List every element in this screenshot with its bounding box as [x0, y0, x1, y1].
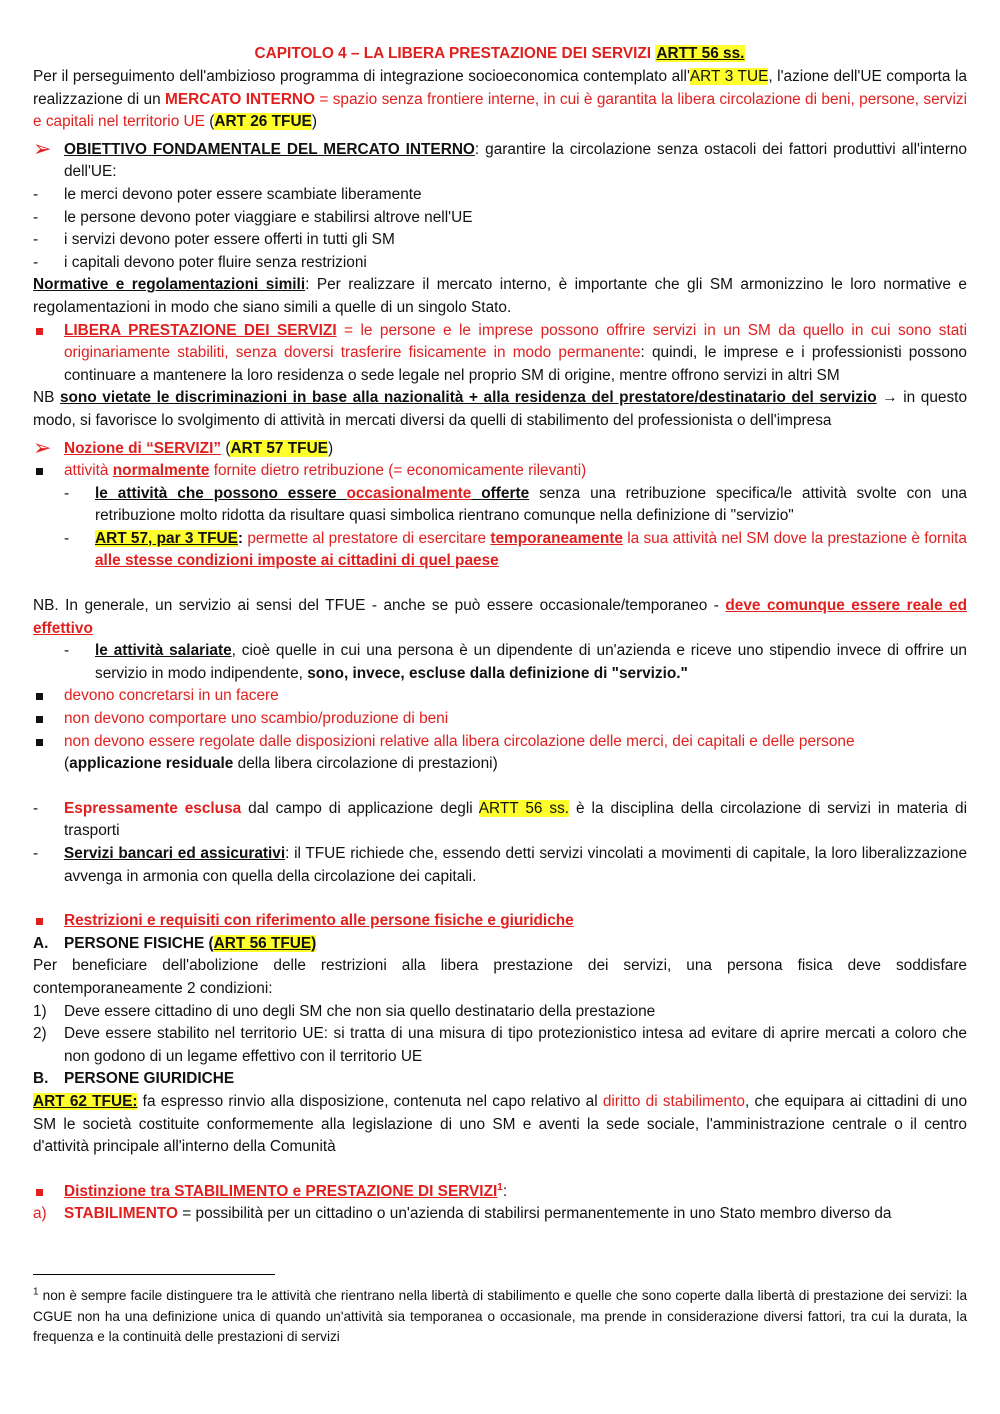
list-item: non devono essere regolate dalle disposizioni relative alla libera circolazione delle merci, dei capitali e delle persone (applicazione residuale della libera circolazione di prestazioni) [33, 731, 967, 776]
libera-prestazione-item: LIBERA PRESTAZIONE DEI SERVIZI = le persone e le imprese possono offrire servizi in un SM da quello in cui sono stati originariamente stabiliti, senza doversi trasferire fisicamente in modo permanente: quindi, le imprese e i professionisti possono continuare a mantenere la loro residenza o sede legale nel proprio SM di origine, mentre offrono servizi in altri SM [33, 320, 967, 388]
document-page [33, 42, 967, 1226]
condition-item: 2) Deve essere stabilito nel territorio UE: si tratta di una misura di tipo protezionistico intesa ad evitare di aprire mercati a coloro che non godono di un legame effettivo con il territorio UE [33, 1025, 967, 1065]
nb-discrimination: NB sono vietate le discriminazioni in base alla nazionalità + alla residenza del prestatore/destinatario del servizio → in questo modo, si favorisce lo svolgimento di attività in mercati diversi da quelli di stabilimento del professionista o dell'impresa [33, 389, 968, 429]
arrow-bullet-icon: ➢ [33, 135, 52, 161]
square-bullet-icon [36, 328, 43, 335]
section-heading-a: A. PERSONE FISICHE (ART 56 TFUE) [33, 934, 317, 952]
list-item: a) STABILIMENTO = possibilità per un cittadino o un'azienda di stabilirsi permanentemente in uno Stato membro diverso da [33, 1205, 892, 1223]
sub-list-item: - le attività che possono essere occasionalmente offerte senza una retribuzione specifica/le attività svolte con una retribuzione molto ridotta da risultare quasi simbolica rientrano comunque nella definizione di "servizio" [64, 484, 967, 525]
square-bullet-icon [36, 918, 43, 925]
restrizioni-heading: Restrizioni e requisiti con riferimento alle persone fisiche e giuridiche [33, 910, 967, 933]
sub-list-item: - le attività salariate, cioè quelle in cui una persona è un dipendente di un'azienda e riceve uno stipendio invece di offrire un servizio in modo indipendente, sono, invece, escluse dalla definizione di "servizio." [64, 642, 967, 682]
nozione-servizi-heading: ➢ Nozione di “SERVIZI” (ART 57 TFUE) [33, 434, 334, 460]
square-bullet-icon [36, 716, 43, 723]
arrow-bullet-icon: ➢ [33, 434, 52, 460]
section-heading-b: B. PERSONE GIURIDICHE [33, 1070, 235, 1088]
list-item: - i capitali devono poter fluire senza restrizioni [33, 253, 367, 271]
square-bullet-icon [36, 468, 43, 475]
list-item: non devono comportare uno scambio/produzione di beni [33, 708, 967, 731]
persone-giuridiche-paragraph: ART 62 TFUE: fa espresso rinvio alla disposizione, contenuta nel capo relativo al diritto di stabilimento, che equipara ai cittadini di uno SM le società costituite conformemente alla legislazione di uno SM e aventi la sede sociale, l'amministrazione centrale o il centro d'attività principale all'interno della Comunità [33, 1092, 967, 1156]
footnote-separator [33, 1274, 275, 1275]
square-bullet-icon [36, 1189, 43, 1196]
list-item: - le merci devono poter essere scambiate liberamente [33, 185, 422, 203]
title-article-ref: ARTT 56 ss. [656, 45, 745, 62]
list-item: - Espressamente esclusa dal campo di applicazione degli ARTT 56 ss. è la disciplina della circolazione di servizi in materia di trasporti [33, 799, 967, 840]
normative-paragraph: Normative e regolamentazioni simili: Per realizzare il mercato interno, è importante che gli SM armonizzino le loro normative e regolamentazioni in modo che siano simili a quelle di un singolo Stato. [33, 276, 967, 316]
persone-fisiche-paragraph: Per beneficiare dell'abolizione delle restrizioni alla libera prestazione dei servizi, una persona fisica deve soddisfare contemporaneamente 2 condizioni: [33, 957, 967, 997]
list-item: attività normalmente fornite dietro retribuzione (= economicamente rilevanti) [33, 460, 967, 483]
condition-item: 1) Deve essere cittadino di uno degli SM che non sia quello destinatario della prestazione [33, 1002, 656, 1020]
intro-paragraph: Per il perseguimento dell'ambizioso programma di integrazione socioeconomica contemplato all'ART 3 TUE, l'azione dell'UE comporta la realizzazione di un MERCATO INTERNO = spazio senza frontiere interne, in cui è garantita la libera circolazione di beni, persone, servizi e capitali nel territorio UE (ART 26 TFUE) [33, 68, 968, 131]
right-arrow-icon: → [876, 389, 904, 407]
sub-list-item: - ART 57, par 3 TFUE: permette al prestatore di esercitare temporaneamente la sua attività nel SM dove la prestazione è fornita alle stesse condizioni imposte ai cittadini di quel paese [64, 529, 967, 570]
list-item: - Servizi bancari ed assicurativi: il TFUE richiede che, essendo detti servizi vincolati a movimenti di capitale, la loro liberalizzazione avvenga in armonia con quella della circolazione dei capitali. [33, 845, 968, 885]
list-item: devono concretarsi in un facere [33, 685, 967, 708]
square-bullet-icon [36, 739, 43, 746]
footnote-ref[interactable]: 1 [497, 1181, 503, 1193]
chapter-title: CAPITOLO 4 – LA LIBERA PRESTAZIONE DEI SERVIZI ARTT 56 ss. [254, 45, 745, 62]
distinzione-heading: Distinzione tra STABILIMENTO e PRESTAZIONE DI SERVIZI$^1$: [33, 1181, 967, 1204]
list-item: - le persone devono poter viaggiare e stabilirsi altrove nell'UE [33, 208, 473, 226]
list-item: - i servizi devono poter essere offerti in tutti gli SM [33, 231, 395, 249]
square-bullet-icon [36, 693, 43, 700]
nb-reale-effettivo: NB. In generale, un servizio ai sensi del TFUE - anche se può essere occasionale/temporaneo - deve comunque essere reale ed effettivo [33, 597, 968, 637]
objective-item: ➢ OBIETTIVO FONDAMENTALE DEL MERCATO INTERNO: garantire la circolazione senza ostacoli dei fattori produttivi all'interno dell'UE: [33, 135, 967, 181]
footnote: $^1$ non è sempre facile distinguere tra le attività che rientrano nella libertà di stabilimento e quelle che sono coperte dalla libertà di prestazione dei servizi: la CGUE non ha una definizione unica di quando un'attività sia temporanea o occasionale, ma prende in considerazione diversi fattori, tra cui la durata, la frequenza e la continuità delle prestazioni di servizi [33, 1286, 967, 1345]
